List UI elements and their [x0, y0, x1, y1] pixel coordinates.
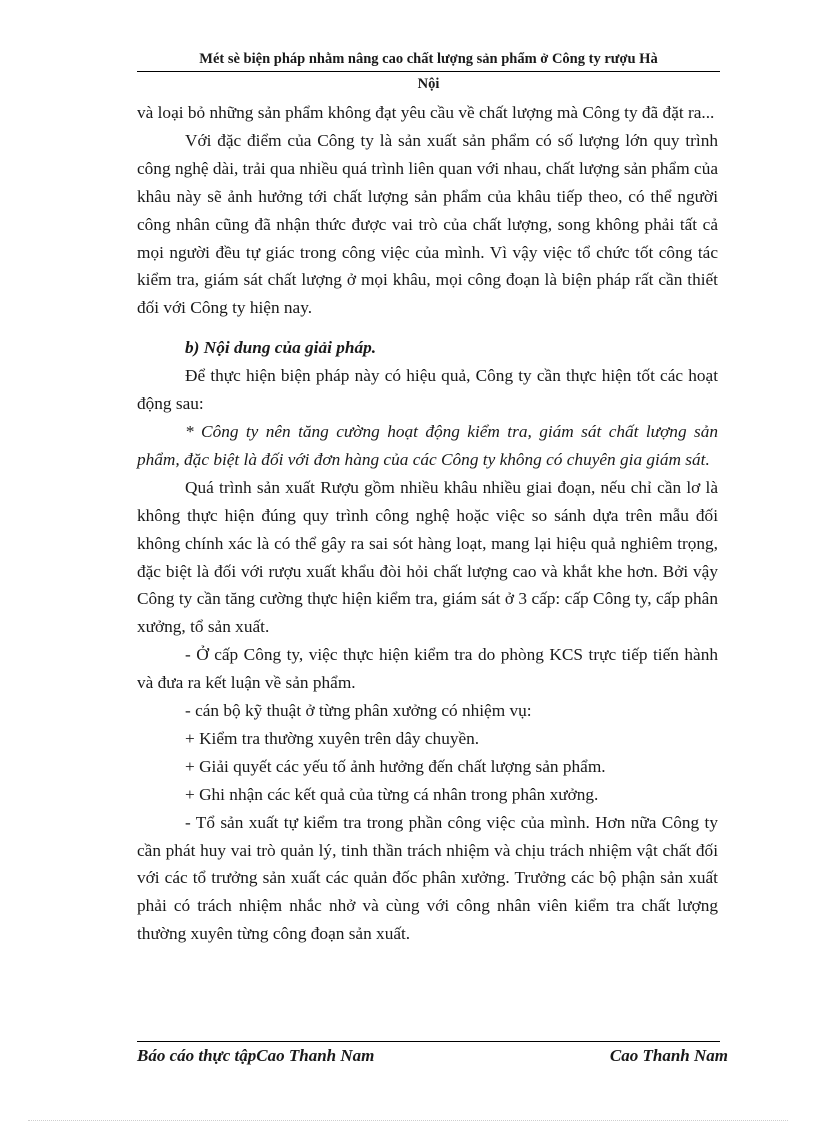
page-bottom-dotted-line	[28, 1120, 788, 1121]
footer-divider	[137, 1041, 720, 1042]
header-title-line1: Mét sè biện pháp nhằm nâng cao chất lượng sản phẩm ở Công ty rượu Hà	[137, 48, 720, 72]
list-item-record: + Ghi nhận các kết quả của từng cá nhân trong phân xưởng.	[185, 784, 599, 804]
paragraph-italic-point: * Công ty nên tăng cường hoạt động kiểm tra, giám sát chất lượng sản phẩm, đặc biệt là đối với đơn hàng của các Công ty không có chuyên gia giám sát.	[137, 421, 718, 469]
paragraph-company-level: - Ở cấp Công ty, việc thực hiện kiểm tra do phòng KCS trực tiếp tiến hành và đưa ra kết luận về sản phẩm.	[137, 645, 718, 693]
paragraph-characteristics: Với đặc điểm của Công ty là sản xuất sản phẩm có số lượng lớn quy trình công nghệ dài, trải qua nhiều quá trình liên quan với nhau, chất lượng sản phẩm của khâu này sẽ ảnh hưởng tới chất lượng sản phẩm của khâu tiếp theo, có thể người công nhân cũng đã nhận thức được vai trò của chất lượng, song không phải tất cả mọi người đều tự giác trong công việc của mình. Vì vậy việc tổ chức tốt công tác kiểm tra, giám sát chất lượng ở mọi khâu, mọi công đoạn là biện pháp rất cần thiết đối với Công ty hiện nay.	[137, 130, 718, 318]
footer-right-text: Cao Thanh Nam	[609, 1046, 728, 1065]
page-header	[137, 48, 720, 95]
paragraph-continuation: và loại bỏ những sản phẩm không đạt yêu cầu về chất lượng mà Công ty đã đặt ra...	[137, 103, 715, 122]
list-item-check: + Kiểm tra thường xuyên trên dây chuyền.	[185, 728, 480, 748]
paragraph-technical-staff: - cán bộ kỹ thuật ở từng phân xưởng có nhiệm vụ:	[185, 701, 532, 721]
footer-left-text: Báo cáo thực tậpCao Thanh Nam	[137, 1046, 375, 1065]
header-title-line2: Nội	[417, 76, 440, 92]
paragraph-team-level: - Tổ sản xuất tự kiểm tra trong phần công việc của mình. Hơn nữa Công ty cần phát huy vai trò quản lý, tinh thần trách nhiệm và chịu trách nhiệm vật chất đối với các tổ trưởng sản xuất các quản đốc phân xưởng. Trưởng các bộ phận sản xuất phải có trách nhiệm nhắc nhở và cùng với công nhân viên kiểm tra chất lượng thường xuyên từng công đoạn sản xuất.	[137, 812, 718, 944]
paragraph-process: Quá trình sản xuất Rượu gồm nhiều khâu nhiều giai đoạn, nếu chỉ cần lơ là không thực hiện đúng quy trình công nghệ hoặc việc so sánh dựa trên mẫu đối không chính xác là có thể gây ra sai sót hàng loạt, mang lại hiệu quả nghiêm trọng, đặc biệt là đối với rượu xuất khẩu đòi hỏi chất lượng cao và khắt khe hơn. Bởi vậy Công ty cần tăng cường thực hiện kiểm tra, giám sát ở 3 cấp: cấp Công ty, cấp phân xưởng, tổ sản xuất.	[137, 477, 718, 637]
document-body	[137, 99, 718, 948]
page-footer	[137, 1046, 728, 1066]
list-item-resolve: + Giải quyết các yếu tố ảnh hưởng đến chất lượng sản phẩm.	[185, 756, 606, 776]
section-heading: b) Nội dung của giải pháp.	[185, 338, 377, 358]
paragraph-intro: Để thực hiện biện pháp này có hiệu quả, Công ty cần thực hiện tốt các hoạt động sau:	[137, 366, 718, 414]
